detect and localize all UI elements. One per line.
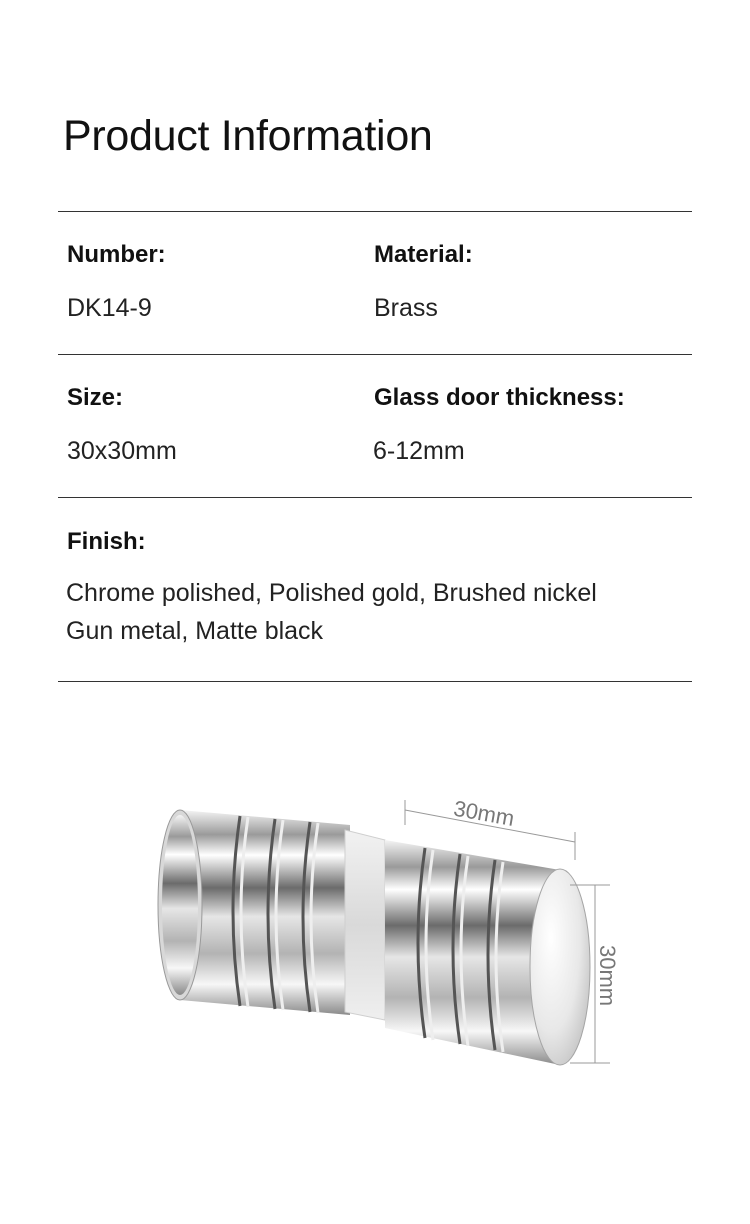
product-image	[140, 770, 620, 1090]
right-knob	[385, 840, 590, 1065]
divider	[58, 211, 692, 212]
height-dimension-label: 30mm	[595, 945, 620, 1007]
finish-value-line1: Chrome polished, Polished gold, Brushed nickel	[66, 579, 597, 607]
number-label: Number:	[67, 241, 166, 268]
divider	[58, 497, 692, 498]
glass-thickness-label: Glass door thickness:	[374, 384, 625, 411]
divider	[58, 681, 692, 682]
size-value: 30x30mm	[67, 437, 177, 465]
divider	[58, 354, 692, 355]
left-knob	[158, 810, 350, 1015]
finish-label: Finish:	[67, 528, 146, 555]
finish-value-line2: Gun metal, Matte black	[66, 617, 324, 645]
material-value: Brass	[374, 294, 438, 322]
number-value: DK14-9	[67, 294, 152, 322]
page-title: Product Information	[63, 112, 433, 160]
glass-spacer	[345, 830, 385, 1020]
glass-thickness-value: 6-12mm	[373, 437, 465, 465]
width-dimension-label: 30mm	[451, 795, 517, 831]
material-label: Material:	[374, 241, 473, 268]
size-label: Size:	[67, 384, 124, 411]
